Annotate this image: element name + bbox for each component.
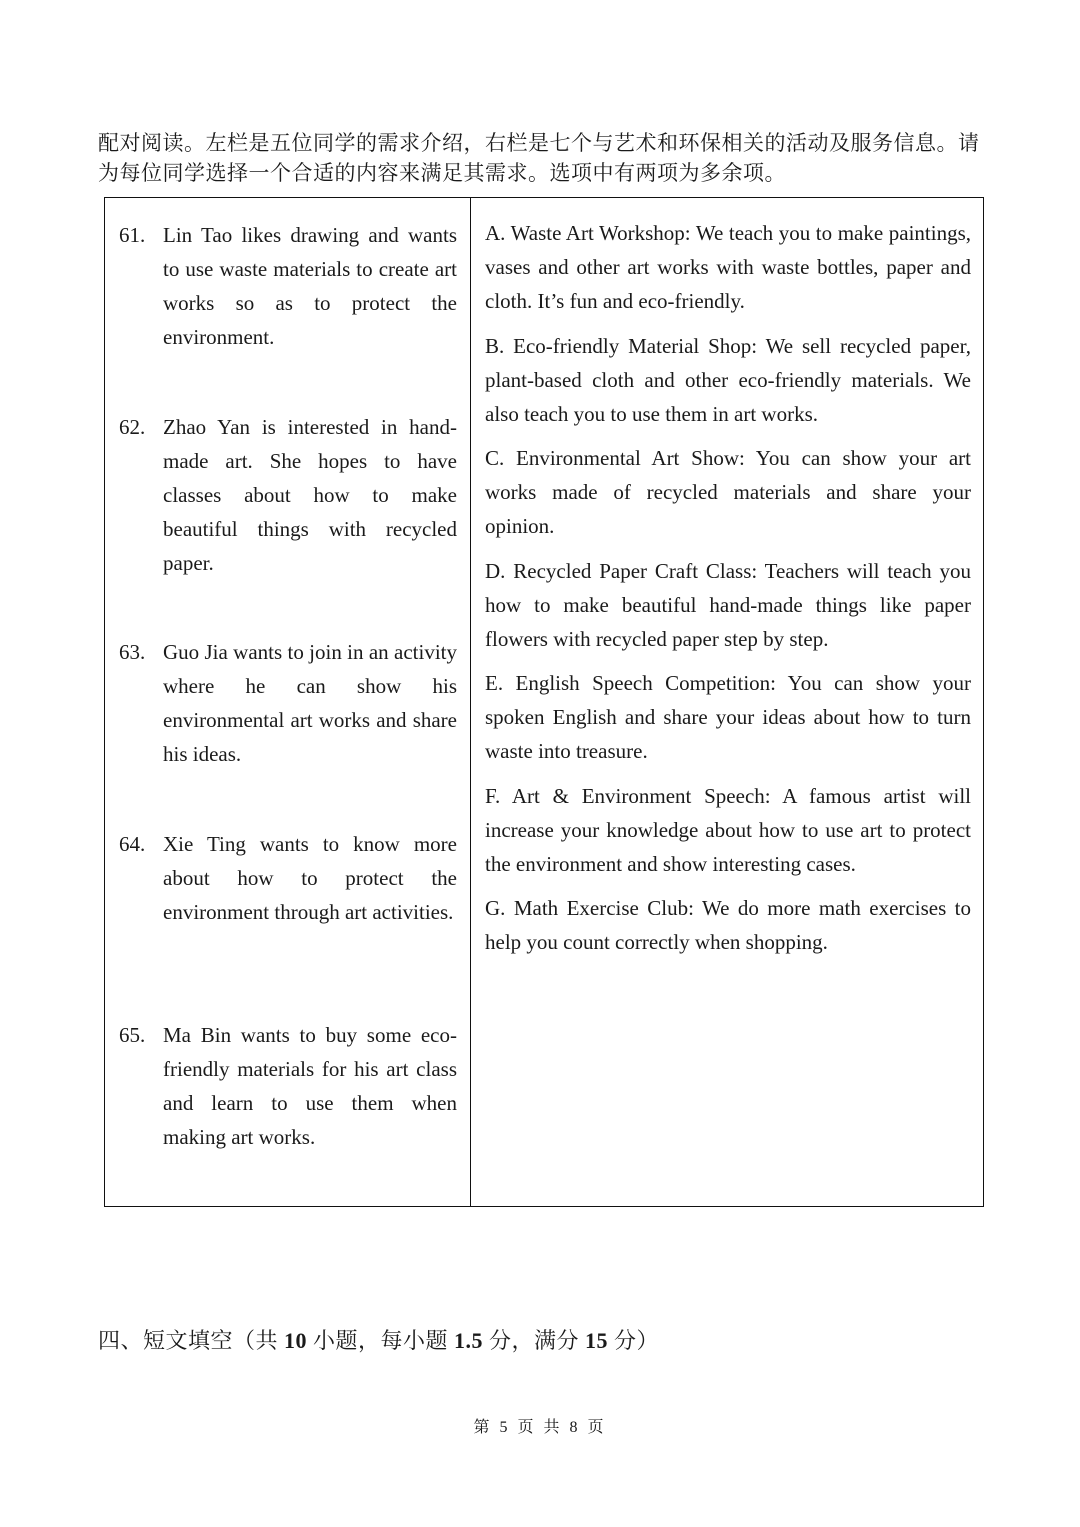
section-total-points: 15 (585, 1328, 609, 1353)
instructions (98, 128, 986, 188)
question-61 (119, 218, 457, 354)
footer-label-end: 页 (587, 1419, 607, 1436)
question-text: Zhao Yan is interested in hand-made art. She hopes to have classes about how to make beautiful things with recycled paper. (163, 415, 457, 575)
option-b: B. Eco-friendly Material Shop: We sell recycled paper, plant-based cloth and other eco-friendly materials. We also teach you to use them in art works. (485, 333, 971, 426)
option-g: G. Math Exercise Club: We do more math exercises to help you count correctly when shopping. (485, 896, 971, 954)
needs-column (105, 198, 470, 1206)
question-text: Xie Ting wants to know more about how to protect the environment through art activities. (163, 832, 457, 924)
option-a: A. Waste Art Workshop: We teach you to make paintings, vases and other art works with waste bottles, paper and cloth. It’s fun and eco-friendly. (485, 221, 971, 313)
options-column (485, 216, 971, 970)
question-number: 63. (119, 640, 146, 664)
page-footer (0, 1416, 1080, 1440)
section-points-each: 1.5 (454, 1328, 484, 1353)
option-c: C. Environmental Art Show: You can show your art works made of recycled materials and share your opinion. (485, 446, 971, 538)
option-e: E. English Speech Competition: You can show your spoken English and share your ideas about how to turn waste into treasure. (485, 671, 971, 763)
section-prefix: 四、短文填空（共 (98, 1328, 285, 1353)
section-question-count: 10 (284, 1328, 308, 1353)
question-65 (119, 1018, 457, 1154)
question-number: 64. (119, 832, 146, 856)
section-mid-2: 分，满分 (483, 1328, 586, 1353)
question-text: Ma Bin wants to buy some eco-friendly materials for his art class and learn to use them when making art works. (163, 1023, 457, 1149)
question-number: 61. (119, 223, 146, 247)
question-text: Lin Tao likes drawing and wants to use waste materials to create art works so as to protect the environment. (163, 223, 457, 349)
question-text: Guo Jia wants to join in an activity where he can show his environmental art works and share his ideas. (163, 640, 457, 766)
question-63 (119, 635, 457, 771)
section-heading (98, 1324, 659, 1358)
footer-label-of: 页 共 (517, 1419, 563, 1436)
option-d: D. Recycled Paper Craft Class: Teachers will teach you how to make beautiful hand-made things like paper flowers with recycled paper step by step. (485, 558, 971, 651)
question-number: 65. (119, 1023, 146, 1047)
instructions-line-1: 配对阅读。左栏是五位同学的需求介绍，右栏是七个与艺术和环保相关的活动及服务信息。请 (98, 131, 980, 155)
total-page-number: 8 (569, 1419, 581, 1436)
question-number: 62. (119, 415, 146, 439)
question-62 (119, 410, 457, 580)
instructions-line-2: 为每位同学选择一个合适的内容来满足其需求。选项中有两项为多余项。 (98, 161, 786, 185)
footer-label-page: 第 (473, 1419, 493, 1436)
section-suffix: 分） (608, 1328, 660, 1353)
section-mid-1: 小题，每小题 (307, 1328, 455, 1353)
option-f: F. Art & Environment Speech: A famous artist will increase your knowledge about how to use art to protect the environment and show interesting cases. (485, 783, 971, 876)
current-page-number: 5 (499, 1419, 511, 1436)
matching-table (104, 197, 984, 1207)
column-divider (470, 198, 471, 1206)
question-64 (119, 827, 457, 929)
